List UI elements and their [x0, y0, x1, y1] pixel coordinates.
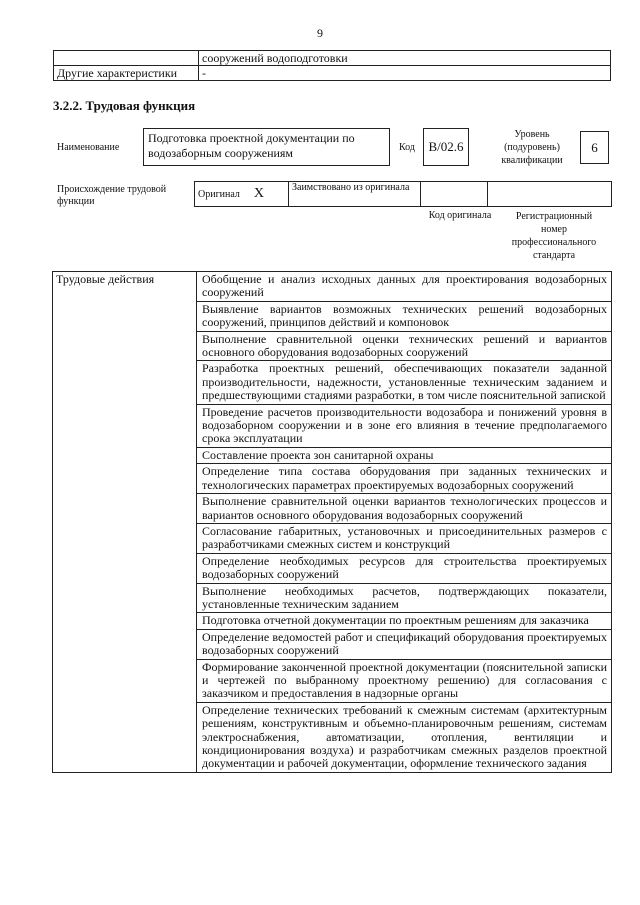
qualification-level-label: Уровень (подуровень) квалификации — [501, 129, 563, 166]
labor-action-item: Согласование габаритных, установочных и присоединительных размеров с разработчиками смежных систем и конструкций — [197, 523, 612, 553]
table-cell-value: сооружений водоподготовки — [199, 51, 611, 66]
original-code-caption: Код оригинала — [428, 210, 492, 221]
original-mark: X — [253, 186, 265, 201]
origin-table — [194, 181, 612, 207]
labor-action-item: Определение типа состава оборудования при заданных технических и технологических параметрах проектируемых водозаборных сооружений — [197, 464, 612, 494]
table-row — [195, 182, 612, 207]
registration-number-cell — [488, 182, 612, 207]
table-row — [53, 272, 612, 302]
original-cell — [195, 182, 289, 207]
labor-action-item: Разработка проектных решений, обеспечивающих показатели заданной производительности, надежности, установленные техническим заданием и предшествующими стадиями разработки, в том числе пояснительной запиской — [197, 361, 612, 404]
function-name-box: Подготовка проектной документации по водозаборным сооружениям — [143, 128, 390, 166]
labor-action-item: Выполнение сравнительной оценки вариантов технологических процессов и вариантов основного оборудования водозаборных сооружений — [197, 494, 612, 524]
labor-actions-table — [52, 271, 612, 773]
code-label: Код — [399, 142, 415, 153]
labor-action-item: Определение ведомостей работ и спецификаций оборудования проектируемых водозаборных сооружений — [197, 629, 612, 659]
characteristics-table-continuation — [53, 50, 611, 81]
labor-action-item: Определение технических требований к смежным системам (архитектурным решениям, конструктивным и объемно-планировочным решениям, системам электроснабжения, автоматизации, отопления, вентиляции и кондиционирования воздуха) и разработчикам смежных разделов проектной документации и рабочей документации, оформление технического задания — [197, 702, 612, 772]
table-row — [54, 66, 611, 81]
labor-action-item: Составление проекта зон санитарной охраны — [197, 447, 612, 463]
function-code-box: B/02.6 — [423, 128, 469, 166]
labor-action-item: Выявление вариантов возможных технических решений водозаборных сооружений, принципов действий и компоновок — [197, 301, 612, 331]
labor-actions-header: Трудовые действия — [53, 272, 197, 773]
labor-action-item: Проведение расчетов производительности водозабора и понижений уровня в водозаборном сооружении и в зоне его влияния в течение предполагаемого срока эксплуатации — [197, 404, 612, 447]
labor-action-item: Выполнение необходимых расчетов, подтверждающих показатели, установленные техническим заданием — [197, 583, 612, 613]
table-cell-label — [54, 51, 199, 66]
registration-number-caption: Регистрационный номер профессионального стандарта — [511, 211, 597, 261]
labor-action-item: Обобщение и анализ исходных данных для проектирования водозаборных сооружений — [197, 272, 612, 302]
page-number: 9 — [317, 26, 323, 40]
original-label: Оригинал — [198, 189, 240, 200]
labor-action-item: Формирование законченной проектной документации (пояснительной записки и чертежей по выбранному проектному решению) для согласования с заказчиком и предоставления в надзорные органы — [197, 659, 612, 702]
labor-action-item: Выполнение сравнительной оценки технических решений и вариантов основного оборудования водозаборных сооружений — [197, 331, 612, 361]
labor-actions-body — [53, 272, 612, 773]
section-title: 3.2.2. Трудовая функция — [53, 98, 196, 113]
labor-action-item: Подготовка отчетной документации по проектным решениям для заказчика — [197, 613, 612, 629]
origin-label: Происхождение трудовой функции — [57, 184, 167, 207]
qualification-level-box: 6 — [580, 131, 609, 164]
labor-action-item: Определение необходимых ресурсов для строительства проектируемых водозаборных сооружений — [197, 553, 612, 583]
table-row — [54, 51, 611, 66]
table-cell-label: Другие характеристики — [54, 66, 199, 81]
original-code-cell — [421, 182, 488, 207]
borrowed-cell: Заимствовано из оригинала — [289, 182, 421, 207]
table-cell-value: - — [199, 66, 611, 81]
name-label: Наименование — [57, 142, 120, 153]
